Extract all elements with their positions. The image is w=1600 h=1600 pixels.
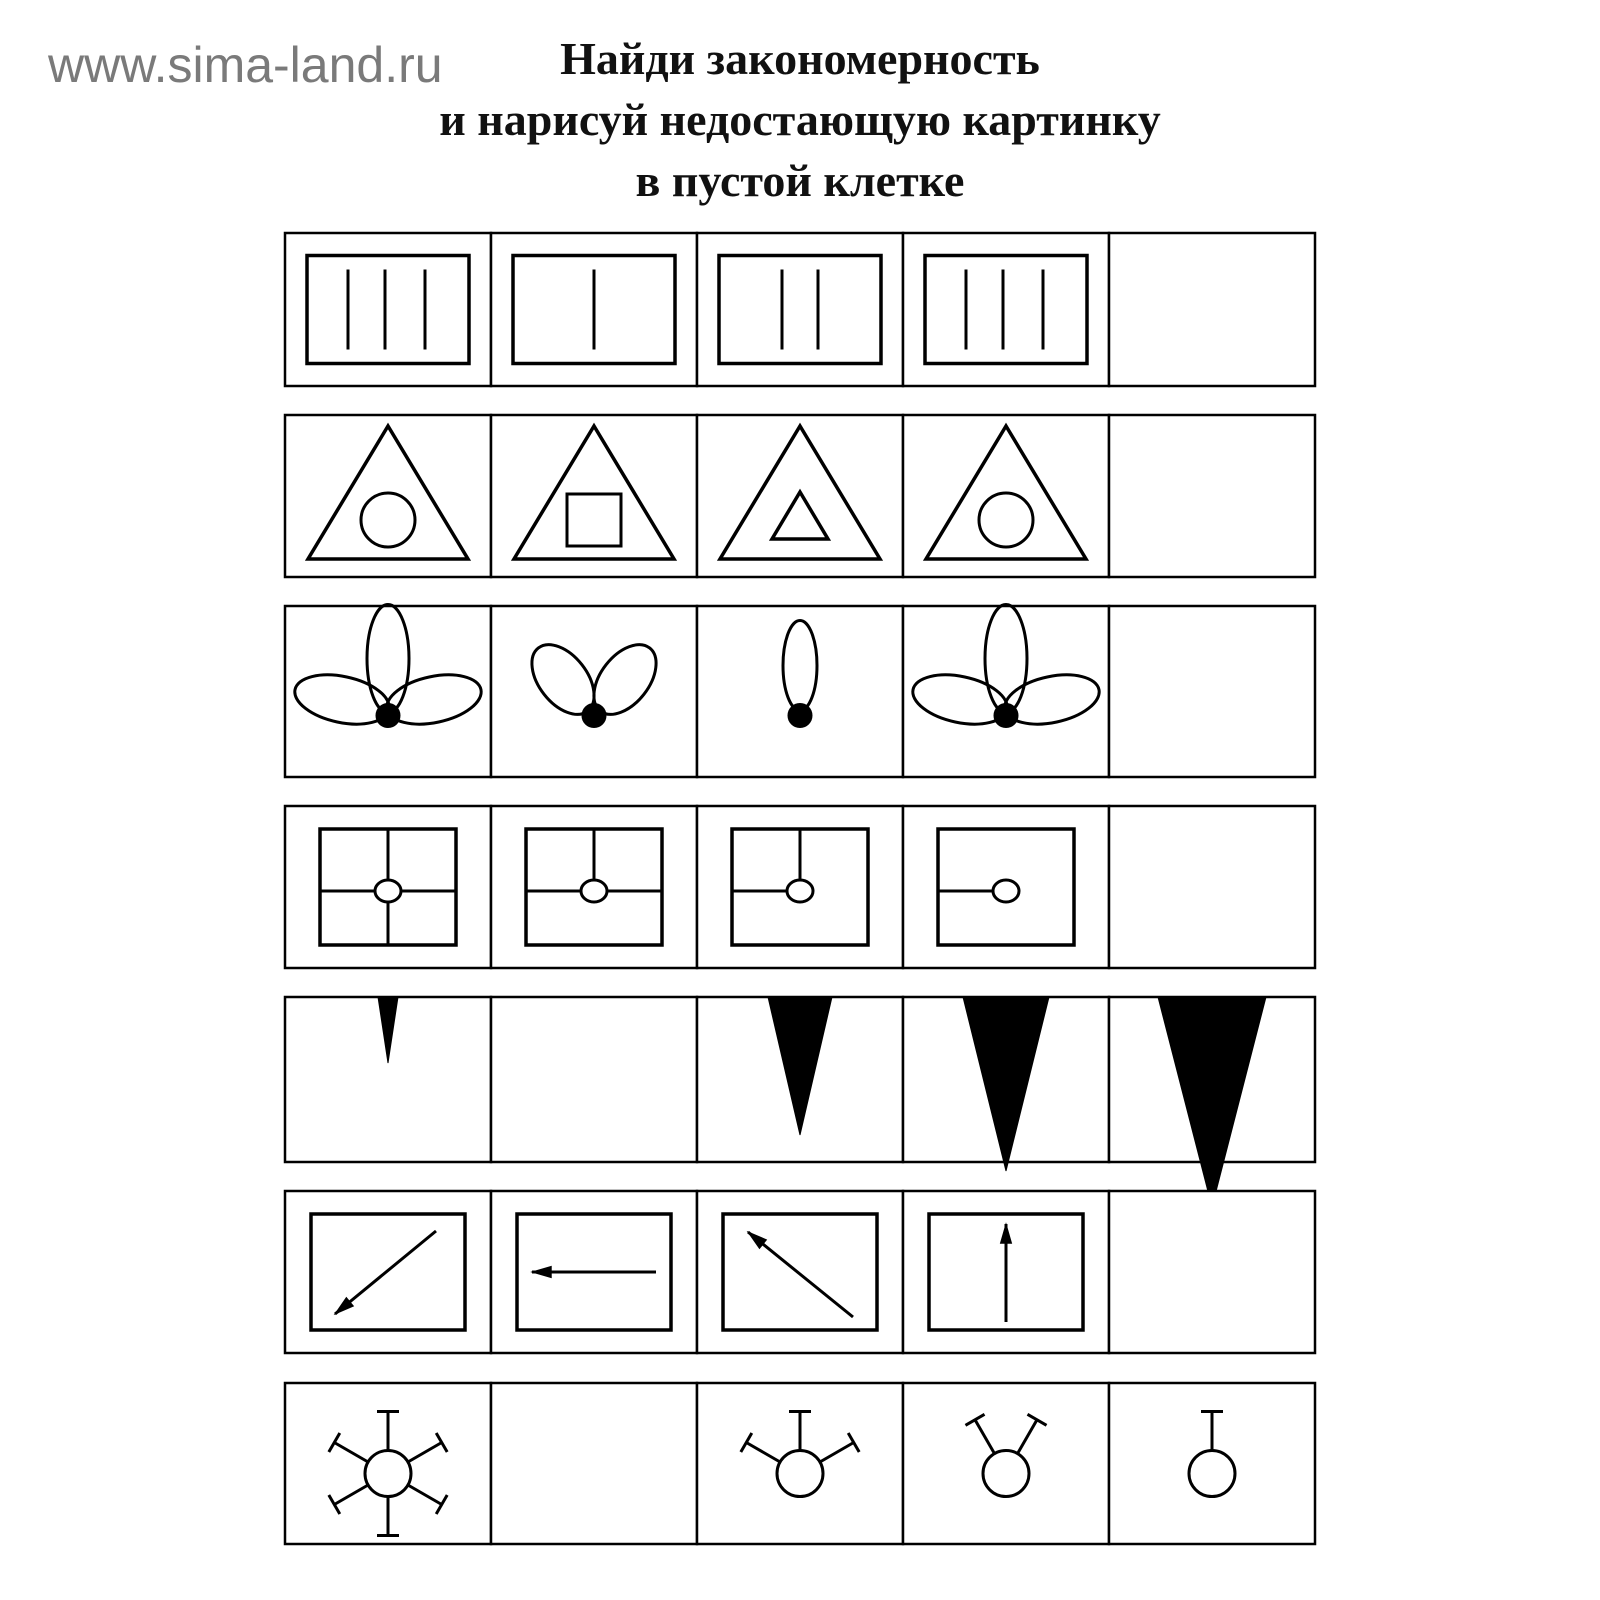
puzzle-cell: [491, 606, 697, 777]
puzzle-cell: [285, 997, 491, 1162]
puzzle-cell: [285, 1191, 491, 1353]
empty-cell[interactable]: [491, 997, 697, 1162]
puzzle-cell: [697, 606, 903, 777]
cell-frame: [1109, 606, 1315, 777]
title-line-2: и нарисуй недостающую картинку: [439, 94, 1161, 145]
title-line-1: Найди закономерность: [560, 33, 1040, 84]
puzzle-cell: [285, 233, 491, 386]
puzzle-cell: [903, 1191, 1109, 1353]
puzzle-cell: [903, 233, 1109, 386]
puzzle-cell: [491, 1191, 697, 1353]
puzzle-cell: [697, 1191, 903, 1353]
puzzle-row-triangles: [285, 415, 1315, 577]
puzzle-row-wedges: [285, 997, 1315, 1207]
puzzle-cell: [491, 415, 697, 577]
cell-frame: [285, 606, 491, 777]
title-line-3: в пустой клетке: [635, 155, 965, 206]
empty-cell[interactable]: [1109, 233, 1315, 386]
puzzle-cell: [285, 605, 491, 778]
puzzle-cell: [285, 806, 491, 968]
puzzle-cell: [285, 415, 491, 577]
puzzle-cell: [1109, 997, 1315, 1207]
puzzle-row-petals: [285, 605, 1315, 778]
puzzle-cell: [903, 605, 1109, 778]
puzzle-cell: [697, 806, 903, 968]
cell-frame: [491, 415, 697, 577]
cell-frame: [1109, 1191, 1315, 1353]
watermark: www.sima-land.ru: [48, 37, 443, 93]
puzzle-cell: [903, 806, 1109, 968]
empty-cell[interactable]: [1109, 415, 1315, 577]
puzzle-row-suns: [285, 1383, 1315, 1544]
puzzle-cell: [491, 233, 697, 386]
cell-frame: [491, 997, 697, 1162]
empty-cell[interactable]: [1109, 1191, 1315, 1353]
puzzle-row-arrows: [285, 1191, 1315, 1353]
puzzle-cell: [1109, 1383, 1315, 1544]
cell-frame: [697, 415, 903, 577]
empty-cell[interactable]: [491, 1383, 697, 1544]
cell-frame: [1109, 806, 1315, 968]
cell-frame: [903, 606, 1109, 777]
puzzle-cell: [903, 997, 1109, 1171]
puzzle-cell: [903, 415, 1109, 577]
empty-cell[interactable]: [1109, 606, 1315, 777]
cell-frame: [1109, 415, 1315, 577]
cell-frame: [1109, 233, 1315, 386]
puzzle-cell: [697, 1383, 903, 1544]
puzzle-cell: [491, 806, 697, 968]
puzzle-row-grids: [285, 806, 1315, 968]
puzzle-cell: [697, 233, 903, 386]
cell-frame: [697, 606, 903, 777]
puzzle-row-bars: [285, 233, 1315, 386]
puzzle-cell: [903, 1383, 1109, 1544]
empty-cell[interactable]: [1109, 806, 1315, 968]
puzzle-cell: [697, 415, 903, 577]
puzzle-cell: [697, 997, 903, 1162]
puzzle-cell: [285, 1383, 491, 1544]
cell-frame: [491, 1383, 697, 1544]
